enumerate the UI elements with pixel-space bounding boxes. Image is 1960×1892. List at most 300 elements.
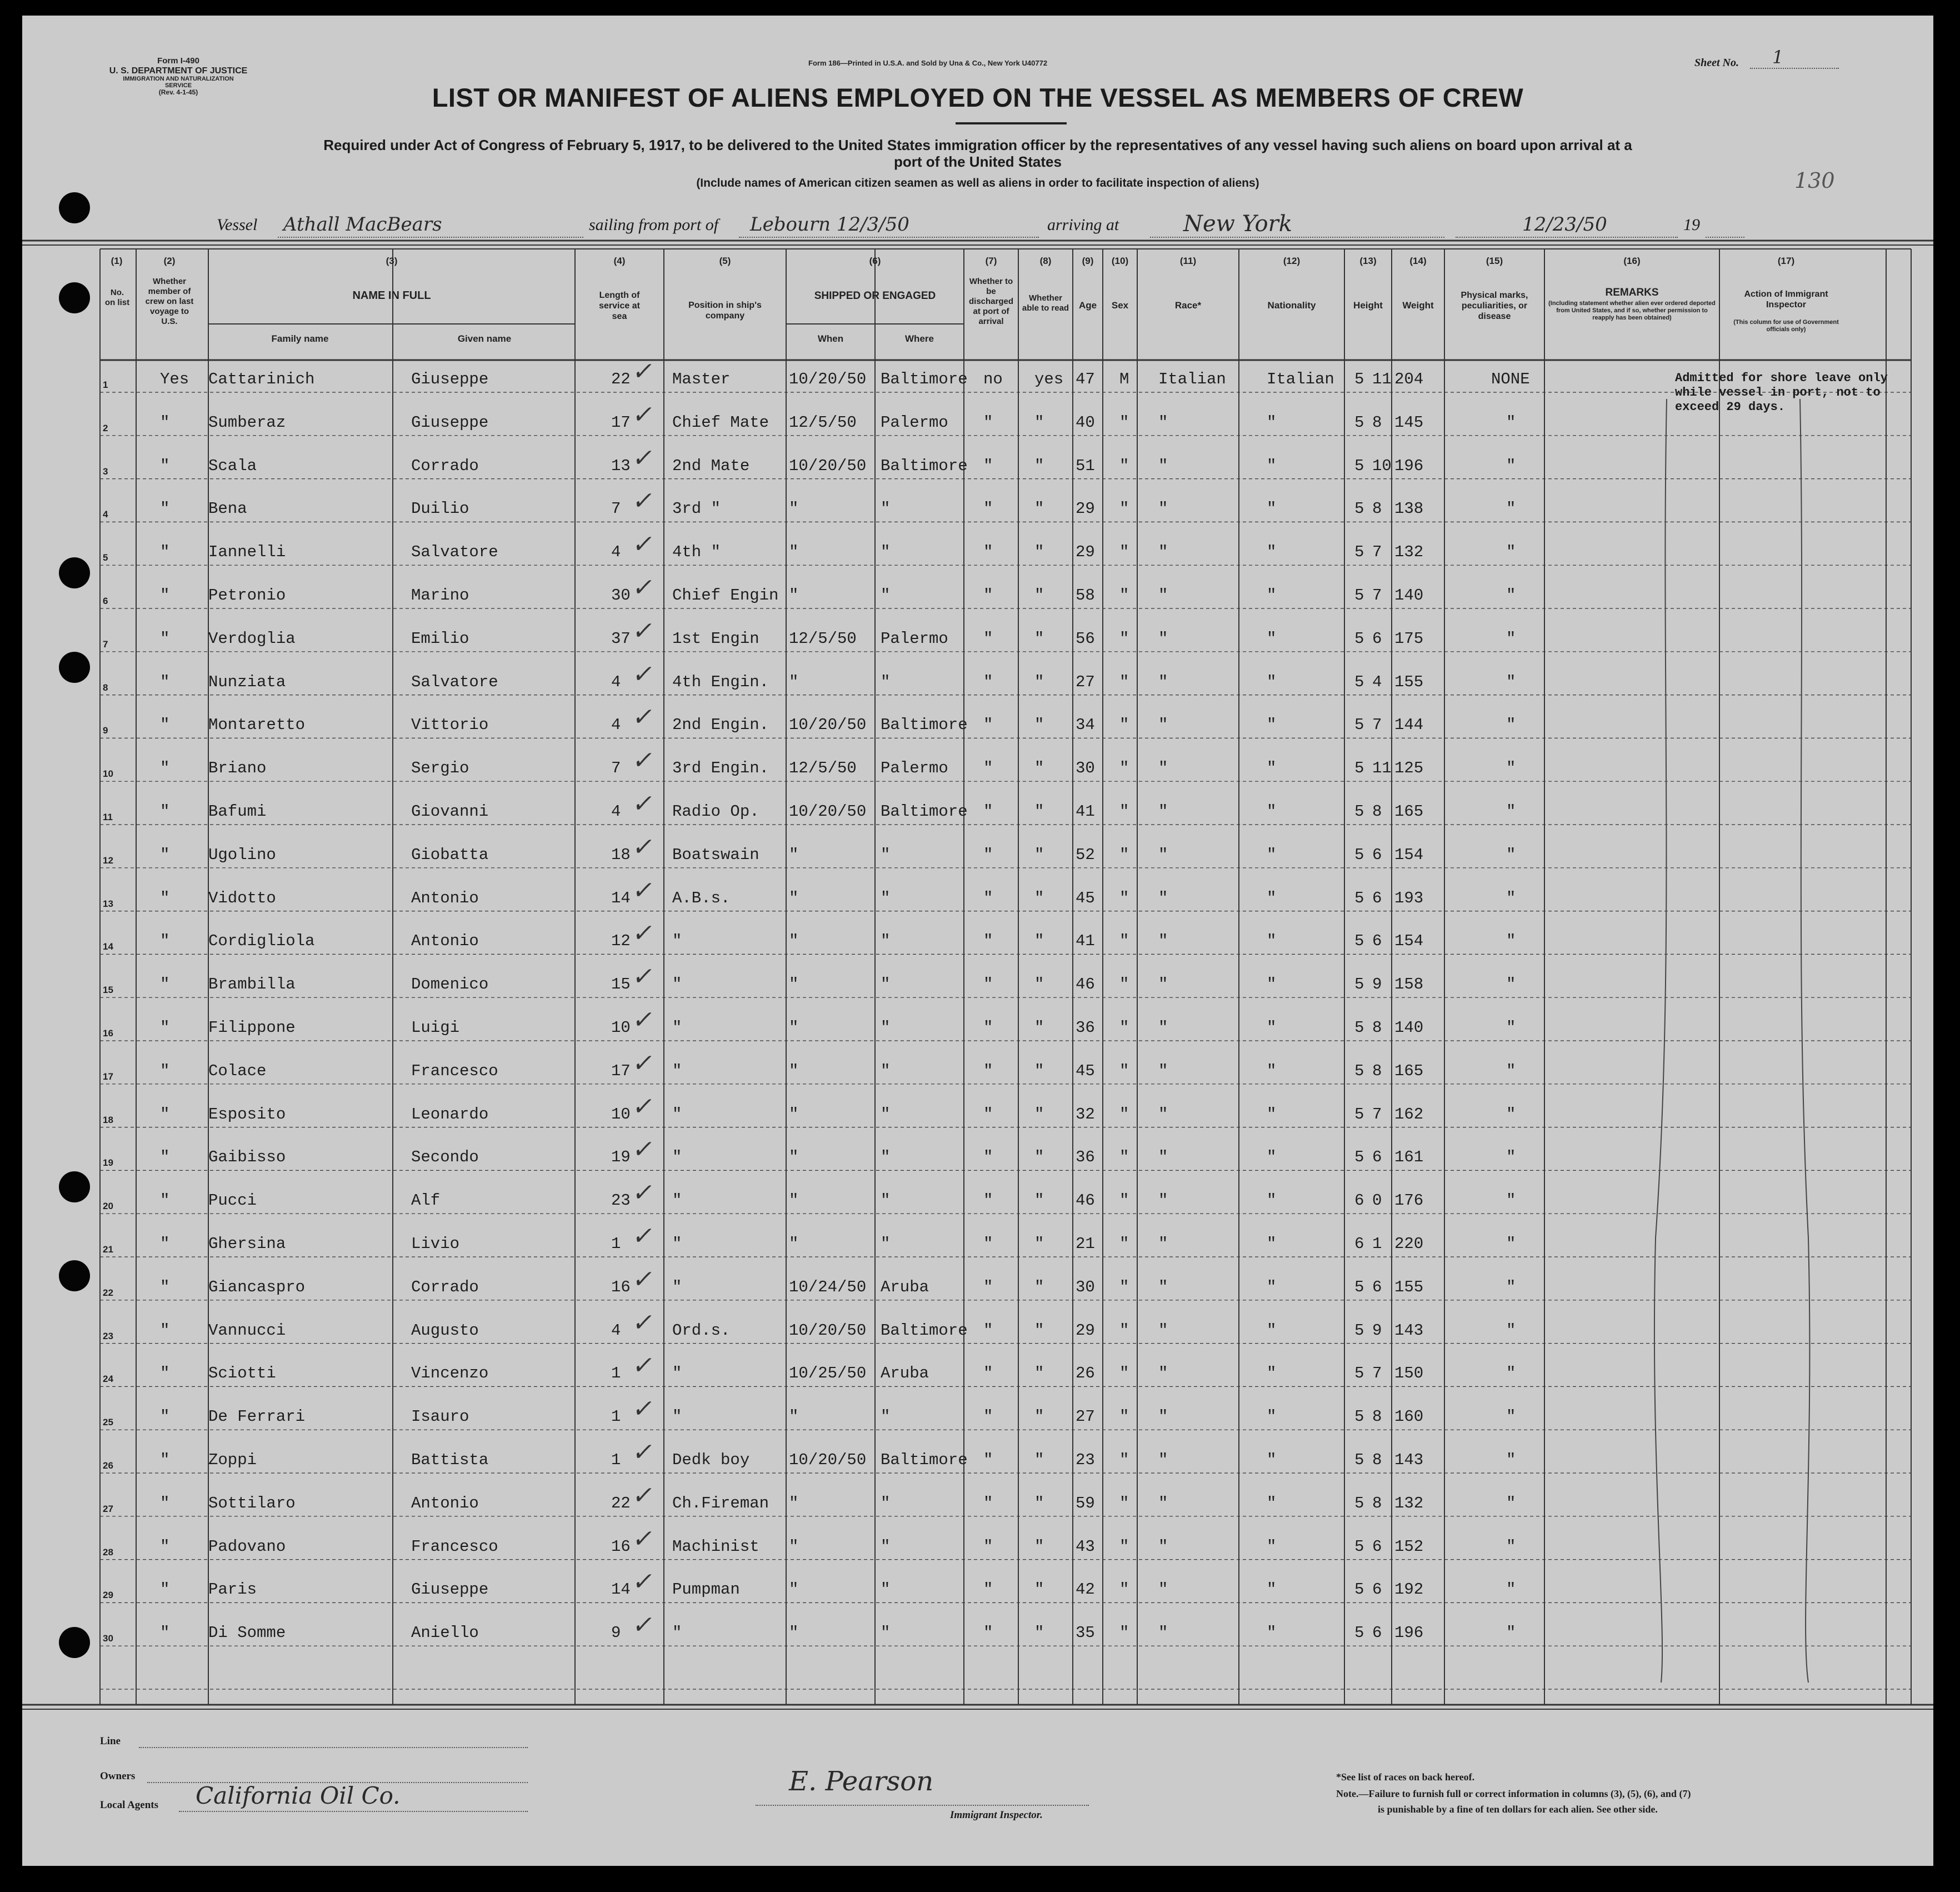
race: " bbox=[1158, 1191, 1168, 1210]
service-length: 17 bbox=[611, 413, 631, 432]
given-name: Marino bbox=[411, 586, 469, 605]
height-feet: 5 bbox=[1354, 1580, 1364, 1599]
race: " bbox=[1158, 1494, 1168, 1512]
check-mark-icon: ✓ bbox=[630, 833, 657, 861]
height-feet: 5 bbox=[1354, 1148, 1364, 1167]
given-name: Luigi bbox=[411, 1019, 460, 1037]
position: 1st Engin bbox=[672, 629, 759, 648]
family-name: Iannelli bbox=[208, 543, 286, 562]
service-length: 30 bbox=[611, 586, 631, 605]
check-mark-icon: ✓ bbox=[630, 963, 657, 991]
crew-last-voyage: " bbox=[160, 500, 170, 518]
height-inches: 6 bbox=[1372, 845, 1382, 864]
col-header-13-num: (13) bbox=[1359, 256, 1377, 266]
service-length: 14 bbox=[611, 888, 631, 907]
sex: M bbox=[1119, 370, 1129, 388]
weight: 193 bbox=[1394, 888, 1424, 907]
weight: 161 bbox=[1394, 1148, 1424, 1167]
shipped-when: 10/20/50 bbox=[789, 1451, 867, 1469]
family-name: Verdoglia bbox=[208, 629, 296, 648]
crew-last-voyage: " bbox=[160, 1061, 170, 1080]
crew-last-voyage: " bbox=[160, 543, 170, 562]
nationality: " bbox=[1267, 888, 1277, 907]
row-number: 26 bbox=[103, 1460, 113, 1471]
row-number: 22 bbox=[103, 1287, 113, 1298]
given-name: Francesco bbox=[411, 1061, 498, 1080]
race: " bbox=[1158, 1537, 1168, 1556]
check-mark-icon: ✓ bbox=[630, 1049, 657, 1077]
shipped-when: " bbox=[789, 1061, 799, 1080]
able-to-read: yes bbox=[1034, 370, 1064, 388]
age: 21 bbox=[1076, 1235, 1095, 1253]
inspector-field bbox=[756, 1766, 1089, 1806]
weight: 138 bbox=[1394, 500, 1424, 518]
check-mark-icon: ✓ bbox=[630, 790, 657, 817]
service-length: 1 bbox=[611, 1407, 621, 1426]
nationality: " bbox=[1267, 975, 1277, 994]
check-mark-icon: ✓ bbox=[630, 401, 657, 428]
age: 59 bbox=[1076, 1494, 1095, 1512]
sex: " bbox=[1119, 456, 1129, 475]
able-to-read: " bbox=[1034, 1364, 1044, 1383]
weight: 150 bbox=[1394, 1364, 1424, 1383]
service-length: 18 bbox=[611, 845, 631, 864]
table-row bbox=[22, 1352, 1933, 1387]
given-name: Domenico bbox=[411, 975, 489, 994]
row-number: 20 bbox=[103, 1201, 113, 1212]
physical-marks: " bbox=[1506, 1019, 1516, 1037]
page-number: 130 bbox=[1794, 168, 1835, 193]
position: A.B.s. bbox=[672, 888, 731, 907]
physical-marks: NONE bbox=[1491, 370, 1530, 388]
crew-last-voyage: " bbox=[160, 975, 170, 994]
shipped-where: Palermo bbox=[881, 413, 948, 432]
height-inches: 8 bbox=[1372, 1407, 1382, 1426]
row-number: 15 bbox=[103, 985, 113, 996]
shipped-where: " bbox=[881, 543, 891, 562]
col-header-9-num: (9) bbox=[1082, 256, 1094, 266]
physical-marks: " bbox=[1506, 543, 1516, 562]
table-row bbox=[22, 1006, 1933, 1042]
table-row bbox=[22, 920, 1933, 955]
height-inches: 6 bbox=[1372, 1537, 1382, 1556]
check-mark-icon: ✓ bbox=[630, 1179, 657, 1207]
shipped-when: " bbox=[789, 888, 799, 907]
height-inches: 7 bbox=[1372, 1364, 1382, 1383]
agents-field bbox=[179, 1782, 528, 1812]
height-inches: 6 bbox=[1372, 1148, 1382, 1167]
race: " bbox=[1158, 802, 1168, 821]
family-name: Vannucci bbox=[208, 1321, 286, 1340]
col-header-2-num: (2) bbox=[163, 256, 176, 266]
height-feet: 5 bbox=[1354, 413, 1364, 432]
shipped-when: 10/20/50 bbox=[789, 716, 867, 735]
crew-last-voyage: " bbox=[160, 1105, 170, 1124]
discharged: " bbox=[983, 543, 993, 562]
family-name: Di Somme bbox=[208, 1624, 286, 1643]
family-name: Vidotto bbox=[208, 888, 276, 907]
physical-marks: " bbox=[1506, 1191, 1516, 1210]
service-length: 22 bbox=[611, 1494, 631, 1512]
manifest-sheet bbox=[22, 16, 1933, 1866]
row-number: 17 bbox=[103, 1071, 113, 1082]
physical-marks: " bbox=[1506, 802, 1516, 821]
row-number: 27 bbox=[103, 1503, 113, 1514]
given-name: Antonio bbox=[411, 932, 479, 951]
service-length: 7 bbox=[611, 500, 621, 518]
weight: 132 bbox=[1394, 543, 1424, 562]
given-name: Aniello bbox=[411, 1624, 479, 1643]
discharged: " bbox=[983, 1580, 993, 1599]
col-header-9: Age bbox=[1078, 300, 1097, 311]
col-header-given: Given name bbox=[457, 333, 512, 344]
able-to-read: " bbox=[1034, 932, 1044, 951]
able-to-read: " bbox=[1034, 716, 1044, 735]
col-header-17-sub: (This column for use of Government officials only) bbox=[1733, 319, 1839, 333]
check-mark-icon: ✓ bbox=[630, 747, 657, 775]
remark-line-1: Admitted for shore leave only bbox=[1675, 371, 1888, 385]
weight: 144 bbox=[1394, 716, 1424, 735]
race: " bbox=[1158, 1580, 1168, 1599]
height-inches: 8 bbox=[1372, 1451, 1382, 1469]
position: Chief Engin bbox=[672, 586, 779, 605]
weight: 160 bbox=[1394, 1407, 1424, 1426]
position: " bbox=[672, 1105, 682, 1124]
family-name: Colace bbox=[208, 1061, 267, 1080]
sheet-label: Sheet No. bbox=[1694, 57, 1739, 69]
physical-marks: " bbox=[1506, 932, 1516, 951]
position: 2nd Mate bbox=[672, 456, 750, 475]
crew-last-voyage: " bbox=[160, 1451, 170, 1469]
race-note: *See list of races on back hereof. bbox=[1336, 1771, 1475, 1783]
position: " bbox=[672, 1364, 682, 1383]
sex: " bbox=[1119, 543, 1129, 562]
height-inches: 7 bbox=[1372, 716, 1382, 735]
race: " bbox=[1158, 1105, 1168, 1124]
service: IMMIGRATION AND NATURALIZATION SERVICE bbox=[123, 76, 234, 89]
able-to-read: " bbox=[1034, 1148, 1044, 1167]
service-length: 4 bbox=[611, 543, 621, 562]
sex: " bbox=[1119, 932, 1129, 951]
height-feet: 5 bbox=[1354, 672, 1364, 691]
age: 26 bbox=[1076, 1364, 1095, 1383]
nationality: " bbox=[1267, 1277, 1277, 1296]
age: 46 bbox=[1076, 975, 1095, 994]
shipped-when: " bbox=[789, 975, 799, 994]
height-feet: 5 bbox=[1354, 1624, 1364, 1643]
weight: 143 bbox=[1394, 1451, 1424, 1469]
row-number: 16 bbox=[103, 1028, 113, 1039]
table-row bbox=[22, 1568, 1933, 1604]
shipped-when: 12/5/50 bbox=[789, 759, 857, 778]
height-feet: 5 bbox=[1354, 1364, 1364, 1383]
physical-marks: " bbox=[1506, 759, 1516, 778]
position: 4th " bbox=[672, 543, 721, 562]
sex: " bbox=[1119, 1494, 1129, 1512]
able-to-read: " bbox=[1034, 888, 1044, 907]
row-number: 9 bbox=[103, 725, 108, 736]
nationality: " bbox=[1267, 1105, 1277, 1124]
age: 30 bbox=[1076, 759, 1095, 778]
nationality: " bbox=[1267, 1019, 1277, 1037]
able-to-read: " bbox=[1034, 1407, 1044, 1426]
shipped-where: " bbox=[881, 845, 891, 864]
able-to-read: " bbox=[1034, 672, 1044, 691]
col-header-8-num: (8) bbox=[1039, 256, 1052, 266]
discharged: " bbox=[983, 456, 993, 475]
able-to-read: " bbox=[1034, 1061, 1044, 1080]
service-length: 16 bbox=[611, 1537, 631, 1556]
family-name: Cattarinich bbox=[208, 370, 315, 388]
col-header-3: NAME IN FULL bbox=[352, 289, 431, 302]
given-name: Sergio bbox=[411, 759, 469, 778]
family-name: Bafumi bbox=[208, 802, 267, 821]
shipped-when: 10/24/50 bbox=[789, 1277, 867, 1296]
col-header-where: Where bbox=[905, 333, 934, 344]
service-length: 15 bbox=[611, 975, 631, 994]
family-name: Filippone bbox=[208, 1019, 296, 1037]
inspector-signature: E. Pearson bbox=[789, 1766, 934, 1797]
weight: 165 bbox=[1394, 802, 1424, 821]
shipped-where: Palermo bbox=[881, 759, 948, 778]
shipped-where: Baltimore bbox=[881, 1321, 968, 1340]
subtitle-1: Required under Act of Congress of February 5, 1917, to be delivered to the United States immigration officer by the representatives of any vessel having such aliens on board upon arrival at a bbox=[323, 137, 1632, 153]
check-mark-icon: ✓ bbox=[630, 1611, 657, 1639]
family-name: Montaretto bbox=[208, 716, 306, 735]
sex: " bbox=[1119, 1019, 1129, 1037]
weight: 165 bbox=[1394, 1061, 1424, 1080]
shipped-when: 10/25/50 bbox=[789, 1364, 867, 1383]
col-header-17: Action of Immigrant Inspector bbox=[1744, 289, 1828, 310]
year-label: 19 bbox=[1683, 216, 1700, 234]
weight: 154 bbox=[1394, 932, 1424, 951]
shipped-where: " bbox=[881, 1191, 891, 1210]
height-inches: 6 bbox=[1372, 629, 1382, 648]
row-number: 8 bbox=[103, 682, 108, 693]
discharged: " bbox=[983, 1061, 993, 1080]
weight: 140 bbox=[1394, 586, 1424, 605]
able-to-read: " bbox=[1034, 759, 1044, 778]
table-row bbox=[22, 1092, 1933, 1129]
crew-last-voyage: " bbox=[160, 672, 170, 691]
sex: " bbox=[1119, 413, 1129, 432]
service-length: 16 bbox=[611, 1277, 631, 1296]
position: Master bbox=[672, 370, 731, 388]
height-feet: 5 bbox=[1354, 845, 1364, 864]
row-number: 7 bbox=[103, 638, 108, 650]
nationality: " bbox=[1267, 1624, 1277, 1643]
row-number: 14 bbox=[103, 941, 113, 952]
sex: " bbox=[1119, 1451, 1129, 1469]
height-inches: 11 bbox=[1372, 759, 1392, 778]
agents-label: Local Agents bbox=[100, 1799, 159, 1811]
weight: 125 bbox=[1394, 759, 1424, 778]
check-mark-icon: ✓ bbox=[630, 1092, 657, 1120]
height-feet: 5 bbox=[1354, 629, 1364, 648]
discharged: " bbox=[983, 975, 993, 994]
shipped-where: " bbox=[881, 932, 891, 951]
given-name: Livio bbox=[411, 1235, 460, 1253]
height-inches: 7 bbox=[1372, 543, 1382, 562]
race: " bbox=[1158, 413, 1168, 432]
race: " bbox=[1158, 975, 1168, 994]
given-name: Emilio bbox=[411, 629, 469, 648]
height-inches: 6 bbox=[1372, 1580, 1382, 1599]
agents-value: California Oil Co. bbox=[196, 1782, 401, 1809]
check-mark-icon: ✓ bbox=[630, 444, 657, 472]
service-length: 1 bbox=[611, 1364, 621, 1383]
nationality: " bbox=[1267, 500, 1277, 518]
sex: " bbox=[1119, 672, 1129, 691]
age: 41 bbox=[1076, 802, 1095, 821]
arriving-port: New York bbox=[1183, 211, 1292, 237]
shipped-where: " bbox=[881, 500, 891, 518]
row-number: 28 bbox=[103, 1546, 113, 1557]
position: Boatswain bbox=[672, 845, 759, 864]
shipped-when: " bbox=[789, 672, 799, 691]
row-number: 29 bbox=[103, 1590, 113, 1601]
physical-marks: " bbox=[1506, 1364, 1516, 1383]
table-row bbox=[22, 1049, 1933, 1085]
owners-label: Owners bbox=[100, 1770, 136, 1782]
col-header-3-num: (3) bbox=[386, 256, 398, 266]
table-row bbox=[22, 1481, 1933, 1517]
position: 3rd Engin. bbox=[672, 759, 769, 778]
shipped-when: " bbox=[789, 845, 799, 864]
family-name: Scala bbox=[208, 456, 257, 475]
crew-last-voyage: " bbox=[160, 888, 170, 907]
weight: 196 bbox=[1394, 1624, 1424, 1643]
row-number: 2 bbox=[103, 422, 108, 433]
physical-marks: " bbox=[1506, 1451, 1516, 1469]
discharged: " bbox=[983, 1235, 993, 1253]
position: " bbox=[672, 1019, 682, 1037]
crew-last-voyage: " bbox=[160, 586, 170, 605]
shipped-when: " bbox=[789, 500, 799, 518]
family-name: Nunziata bbox=[208, 672, 286, 691]
col-header-11-num: (11) bbox=[1179, 256, 1197, 266]
family-name: Gaibisso bbox=[208, 1148, 286, 1167]
shipped-where: Baltimore bbox=[881, 716, 968, 735]
check-mark-icon: ✓ bbox=[630, 660, 657, 688]
height-feet: 5 bbox=[1354, 716, 1364, 735]
vessel-name: Athall MacBears bbox=[283, 213, 442, 236]
height-feet: 5 bbox=[1354, 1494, 1364, 1512]
check-mark-icon: ✓ bbox=[630, 876, 657, 904]
col-header-10-num: (10) bbox=[1111, 256, 1129, 266]
nationality: " bbox=[1267, 1148, 1277, 1167]
weight: 132 bbox=[1394, 1494, 1424, 1512]
family-name: Cordigliola bbox=[208, 932, 315, 951]
sex: " bbox=[1119, 1235, 1129, 1253]
height-inches: 8 bbox=[1372, 1061, 1382, 1080]
race: " bbox=[1158, 845, 1168, 864]
given-name: Salvatore bbox=[411, 672, 498, 691]
nationality: " bbox=[1267, 1235, 1277, 1253]
given-name: Giovanni bbox=[411, 802, 489, 821]
service-length: 23 bbox=[611, 1191, 631, 1210]
able-to-read: " bbox=[1034, 1191, 1044, 1210]
subtitle-2: port of the United States bbox=[894, 153, 1062, 170]
service-length: 14 bbox=[611, 1580, 631, 1599]
table-row bbox=[22, 574, 1933, 610]
remark-line-3: exceed 29 days. bbox=[1675, 400, 1786, 414]
given-name: Giuseppe bbox=[411, 1580, 489, 1599]
shipped-where: " bbox=[881, 1148, 891, 1167]
shipped-when: 12/5/50 bbox=[789, 413, 857, 432]
age: 46 bbox=[1076, 1191, 1095, 1210]
check-mark-icon: ✓ bbox=[630, 1136, 657, 1164]
weight: 162 bbox=[1394, 1105, 1424, 1124]
shipped-when: " bbox=[789, 1494, 799, 1512]
remark-line-2: while vessel in port, not to bbox=[1675, 386, 1881, 400]
crew-last-voyage: " bbox=[160, 1019, 170, 1037]
given-name: Augusto bbox=[411, 1321, 479, 1340]
age: 45 bbox=[1076, 1061, 1095, 1080]
age: 56 bbox=[1076, 629, 1095, 648]
check-mark-icon: ✓ bbox=[630, 531, 657, 558]
shipped-when: 10/20/50 bbox=[789, 456, 867, 475]
shipped-where: " bbox=[881, 1624, 891, 1643]
age: 40 bbox=[1076, 413, 1095, 432]
check-mark-icon: ✓ bbox=[630, 920, 657, 947]
shipped-where: Baltimore bbox=[881, 802, 968, 821]
physical-marks: " bbox=[1506, 1148, 1516, 1167]
physical-marks: " bbox=[1506, 586, 1516, 605]
height-feet: 6 bbox=[1354, 1191, 1364, 1210]
discharged: " bbox=[983, 1451, 993, 1469]
discharged: " bbox=[983, 1321, 993, 1340]
row-number: 24 bbox=[103, 1374, 113, 1385]
height-feet: 5 bbox=[1354, 1105, 1364, 1124]
crew-last-voyage: " bbox=[160, 845, 170, 864]
given-name: Vittorio bbox=[411, 716, 489, 735]
family-name: Padovano bbox=[208, 1537, 286, 1556]
sex: " bbox=[1119, 716, 1129, 735]
weight: 140 bbox=[1394, 1019, 1424, 1037]
sex: " bbox=[1119, 1061, 1129, 1080]
shipped-where: " bbox=[881, 1019, 891, 1037]
family-name: Brambilla bbox=[208, 975, 296, 994]
sex: " bbox=[1119, 1537, 1129, 1556]
check-mark-icon: ✓ bbox=[630, 617, 657, 645]
height-feet: 5 bbox=[1354, 802, 1364, 821]
nationality: " bbox=[1267, 1321, 1277, 1340]
height-inches: 0 bbox=[1372, 1191, 1382, 1210]
sex: " bbox=[1119, 1580, 1129, 1599]
table-row bbox=[22, 531, 1933, 566]
nationality: " bbox=[1267, 716, 1277, 735]
race: " bbox=[1158, 1624, 1168, 1643]
shipped-when: 10/20/50 bbox=[789, 1321, 867, 1340]
discharged: " bbox=[983, 1407, 993, 1426]
discharged: " bbox=[983, 759, 993, 778]
discharged: " bbox=[983, 1624, 993, 1643]
age: 45 bbox=[1076, 888, 1095, 907]
table-row bbox=[22, 358, 1933, 393]
table-row bbox=[22, 1525, 1933, 1561]
age: 51 bbox=[1076, 456, 1095, 475]
table-row bbox=[22, 703, 1933, 739]
height-inches: 8 bbox=[1372, 500, 1382, 518]
age: 36 bbox=[1076, 1148, 1095, 1167]
physical-marks: " bbox=[1506, 1494, 1516, 1512]
given-name: Giuseppe bbox=[411, 413, 489, 432]
discharged: " bbox=[983, 1537, 993, 1556]
service-length: 1 bbox=[611, 1451, 621, 1469]
sex: " bbox=[1119, 888, 1129, 907]
sheet-number: 1 bbox=[1772, 47, 1784, 68]
